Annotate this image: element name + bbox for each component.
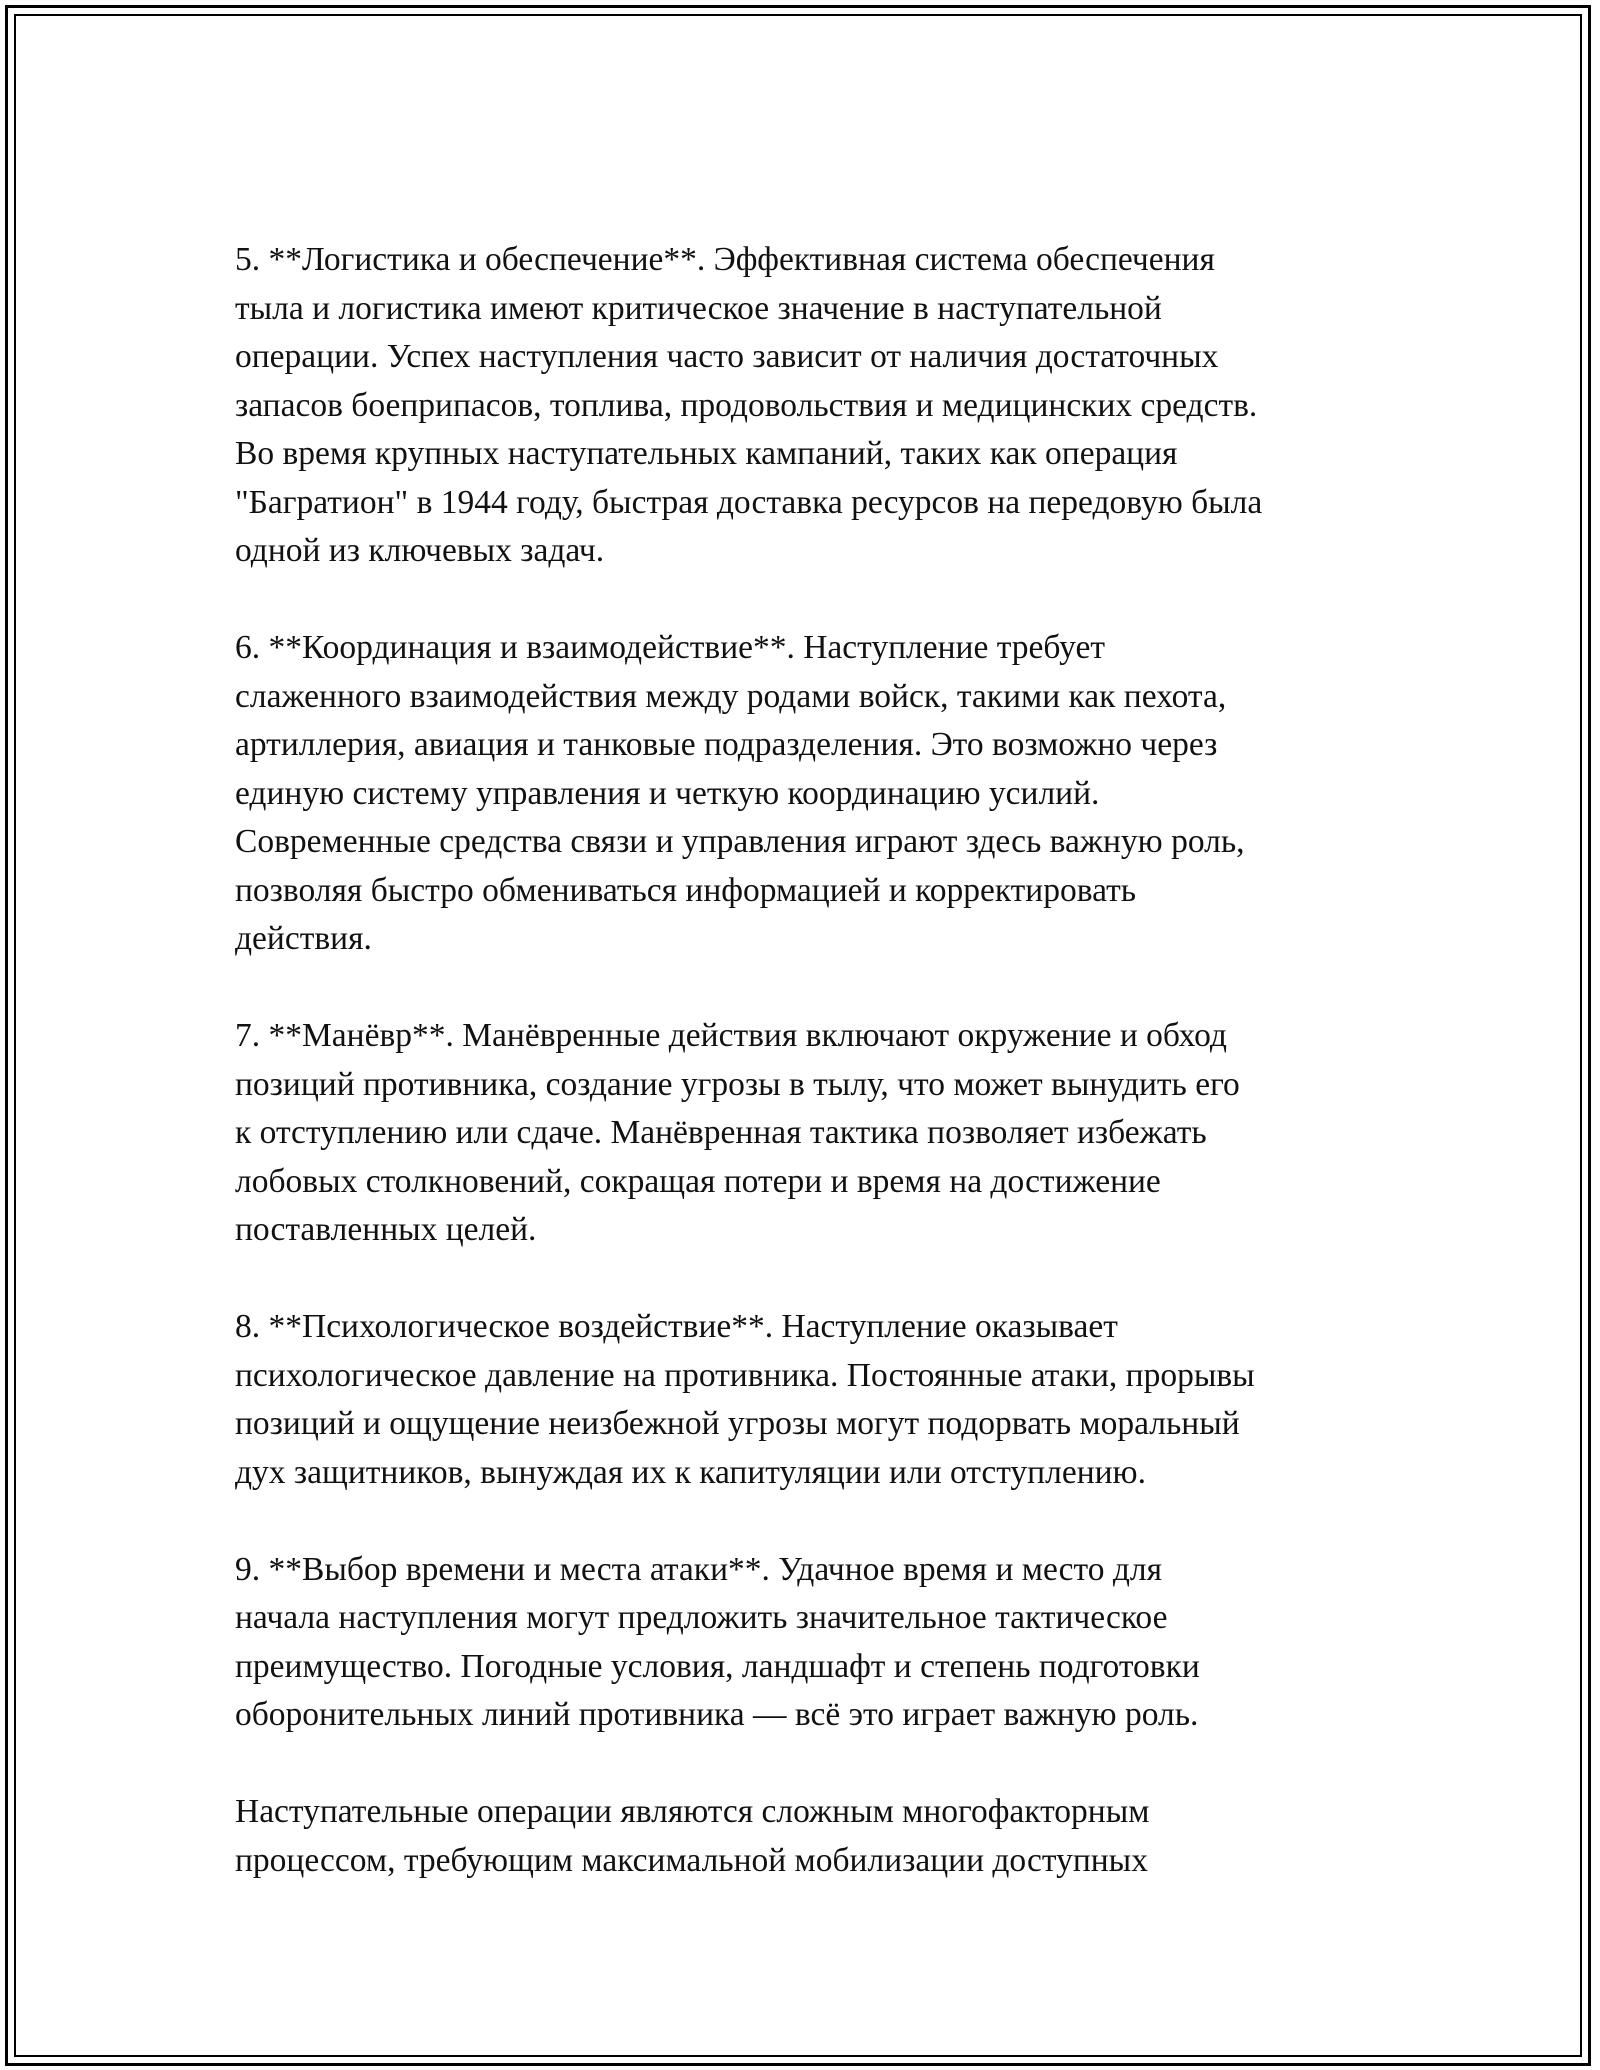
text-line: 8. **Психологическое воздействие**. Наступление оказывает <box>235 1308 1118 1345</box>
paragraph-maneuver <box>235 1012 1385 1255</box>
text-line: позволяя быстро обмениваться информацией и корректировать <box>235 871 1137 909</box>
text-line: слаженного взаимодействия между родами войск, такими как пехота, <box>235 677 1227 715</box>
text-line: к отступлению или сдаче. Манёвренная тактика позволяет избежать <box>235 1114 1207 1151</box>
text-line: поставленных целей. <box>235 1211 537 1248</box>
paragraph-logistics <box>235 236 1385 576</box>
text-line: одной из ключевых задач. <box>235 532 605 569</box>
text-line: лобовых столкновений, сокращая потери и время на достижение <box>235 1162 1161 1200</box>
paragraph-psychological <box>235 1303 1385 1497</box>
text-line: процессом, требующим максимальной мобилизации доступных <box>235 1841 1148 1879</box>
text-line: Наступательные операции являются сложным многофакторным <box>235 1793 1150 1830</box>
text-line: позиций противника, создание угрозы в тылу, что может вынудить его <box>235 1065 1240 1103</box>
text-line: 9. **Выбор времени и места атаки**. Удачное время и место для <box>235 1550 1163 1588</box>
text-line: артиллерия, авиация и танковые подразделения. Это возможно через <box>235 726 1218 763</box>
text-line: психологическое давление на противника. Постоянные атаки, прорывы <box>235 1356 1255 1394</box>
text-line: позиций и ощущение неизбежной угрозы могут подорвать моральный <box>235 1405 1240 1442</box>
paragraph-coordination <box>235 624 1385 964</box>
text-line: действия. <box>235 920 372 957</box>
document-body <box>235 236 1385 1934</box>
text-line: преимущество. Погодные условия, ландшафт и степень подготовки <box>235 1647 1200 1685</box>
text-line: единую систему управления и четкую координацию усилий. <box>235 774 1100 812</box>
text-line: оборонительных линий противника — всё это играет важную роль. <box>235 1696 1199 1733</box>
text-line: 6. **Координация и взаимодействие**. Наступление требует <box>235 629 1105 666</box>
text-line: "Багратион" в 1944 году, быстрая доставка ресурсов на передовую была <box>235 483 1263 521</box>
text-line: Во время крупных наступательных кампаний, таких как операция <box>235 435 1178 472</box>
text-line: 7. **Манёвр**. Манёвренные действия включают окружение и обход <box>235 1017 1227 1054</box>
text-line: запасов боеприпасов, топлива, продовольствия и медицинских средств. <box>235 386 1258 424</box>
paragraph-conclusion <box>235 1788 1385 1885</box>
text-line: операции. Успех наступления часто зависит от наличия достаточных <box>235 338 1219 375</box>
text-line: тыла и логистика имеют критическое значение в наступательной <box>235 289 1162 327</box>
text-line: Современные средства связи и управления играют здесь важную роль, <box>235 823 1245 860</box>
text-line: дух защитников, вынуждая их к капитуляции или отступлению. <box>235 1453 1146 1491</box>
text-line: начала наступления могут предложить значительное тактическое <box>235 1599 1168 1636</box>
text-line: 5. **Логистика и обеспечение**. Эффективная система обеспечения <box>235 241 1215 278</box>
paragraph-timing <box>235 1546 1385 1740</box>
